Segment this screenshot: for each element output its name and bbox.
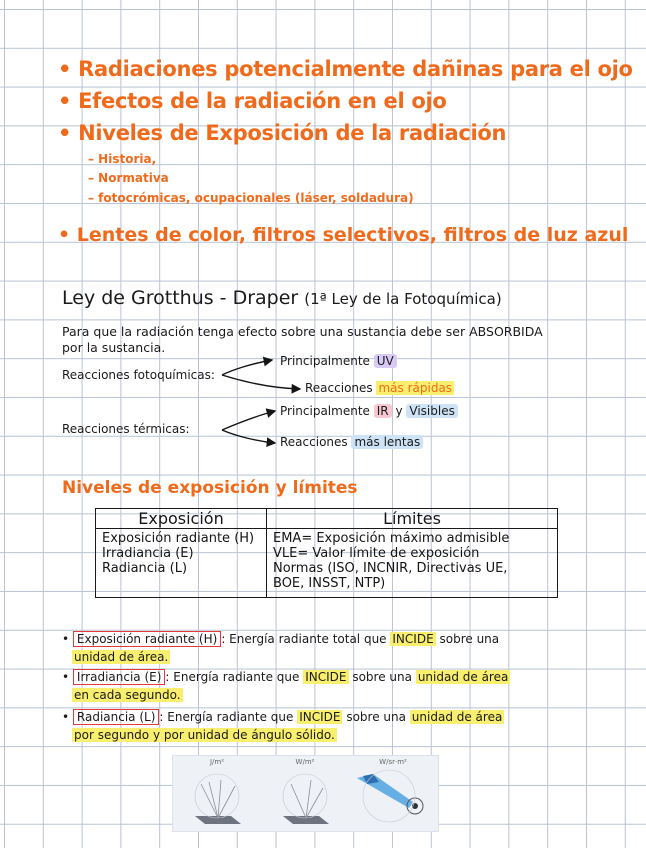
arrow-term-up [222, 411, 275, 430]
ley-title: Ley de Grotthus - Draper [62, 287, 299, 309]
arrow-foto-up [222, 360, 272, 375]
def-irradiancia: • Irradiancia (E) : Energía radiante que INCIDE sobre una unidad de área [62, 670, 509, 684]
ley-line1: Para que la radiación tenga efecto sobre una sustancia debe ser ABSORBIDA [62, 324, 543, 339]
term-box: Radiancia (L) [73, 709, 160, 725]
figure-label-e: W/m² [295, 758, 315, 766]
figure-panel-irradiancia [261, 756, 349, 831]
term-a: Principalmente IR y Visibles [280, 404, 458, 418]
table-cell-limites: EMA= Exposición máximo admisible VLE= Valor límite de exposición Normas (ISO, INCNIR, Directivas UE, BOE, INSST, NTP) [267, 529, 558, 598]
bullet-lentes: • Lentes de color, filtros selectivos, filtros de luz azul [58, 224, 629, 246]
table-header-exposicion: Exposición [96, 509, 267, 529]
bullet-efectos: • Efectos de la radiación en el ojo [58, 89, 447, 113]
term-box: Exposición radiante (H) [73, 631, 221, 647]
hl-mas-lentas: más lentas [351, 435, 423, 449]
radiance-diagram-icon [349, 756, 437, 831]
sub-fotocromicas: – fotocrómicas, ocupacionales (láser, soldadura) [88, 191, 414, 205]
bullet-niveles: • Niveles de Exposición de la radiación [58, 121, 507, 145]
table-header-limites: Límites [267, 509, 558, 529]
figure-panel-radiancia [349, 756, 437, 831]
ley-subtitle: (1ª Ley de la Fotoquímica) [304, 290, 502, 308]
niveles-title: Niveles de exposición y límites [62, 478, 358, 498]
exposure-table [95, 508, 558, 598]
sub-historia: – Historia, [88, 152, 157, 166]
hl-mas-rapidas: más rápidas [378, 381, 453, 395]
def-radiancia: • Radiancia (L) : Energía radiante que INCIDE sobre una unidad de área [62, 710, 503, 724]
irradiance-diagram-icon [261, 756, 349, 831]
arrow-term-down [222, 430, 275, 443]
figure-label-h: J/m² [209, 758, 225, 766]
bullet-radiaciones: • Radiaciones potencialmente dañinas para el ojo [58, 57, 633, 81]
table-cell-exposicion: Exposición radiante (H) Irradiancia (E) Radiancia (L) [96, 529, 267, 598]
hl-uv: UV [374, 354, 397, 368]
hl-ir: IR [374, 404, 392, 418]
def-exposicion-radiante: • Exposición radiante (H) : Energía radiante total que INCIDE sobre una [62, 632, 500, 646]
term-label: Reacciones térmicas: [62, 422, 190, 436]
hl-visibles: Visibles [406, 404, 457, 418]
term-b: Reacciones más lentas [280, 435, 423, 449]
foto-a: Principalmente UV [280, 354, 397, 368]
term-box: Irradiancia (E) [73, 669, 166, 685]
sub-normativa: – Normativa [88, 171, 169, 185]
figure-label-l: W/sr·m² [379, 758, 407, 766]
foto-b: Reacciones más rápidas [305, 381, 453, 395]
figure-panel-exposicion [173, 756, 261, 831]
arrow-foto-down [222, 375, 300, 389]
radiometry-figure [172, 755, 439, 832]
ley-line2: por la sustancia. [62, 340, 166, 355]
foto-label: Reacciones fotoquímicas: [62, 368, 215, 382]
exposure-diagram-icon [173, 756, 261, 831]
